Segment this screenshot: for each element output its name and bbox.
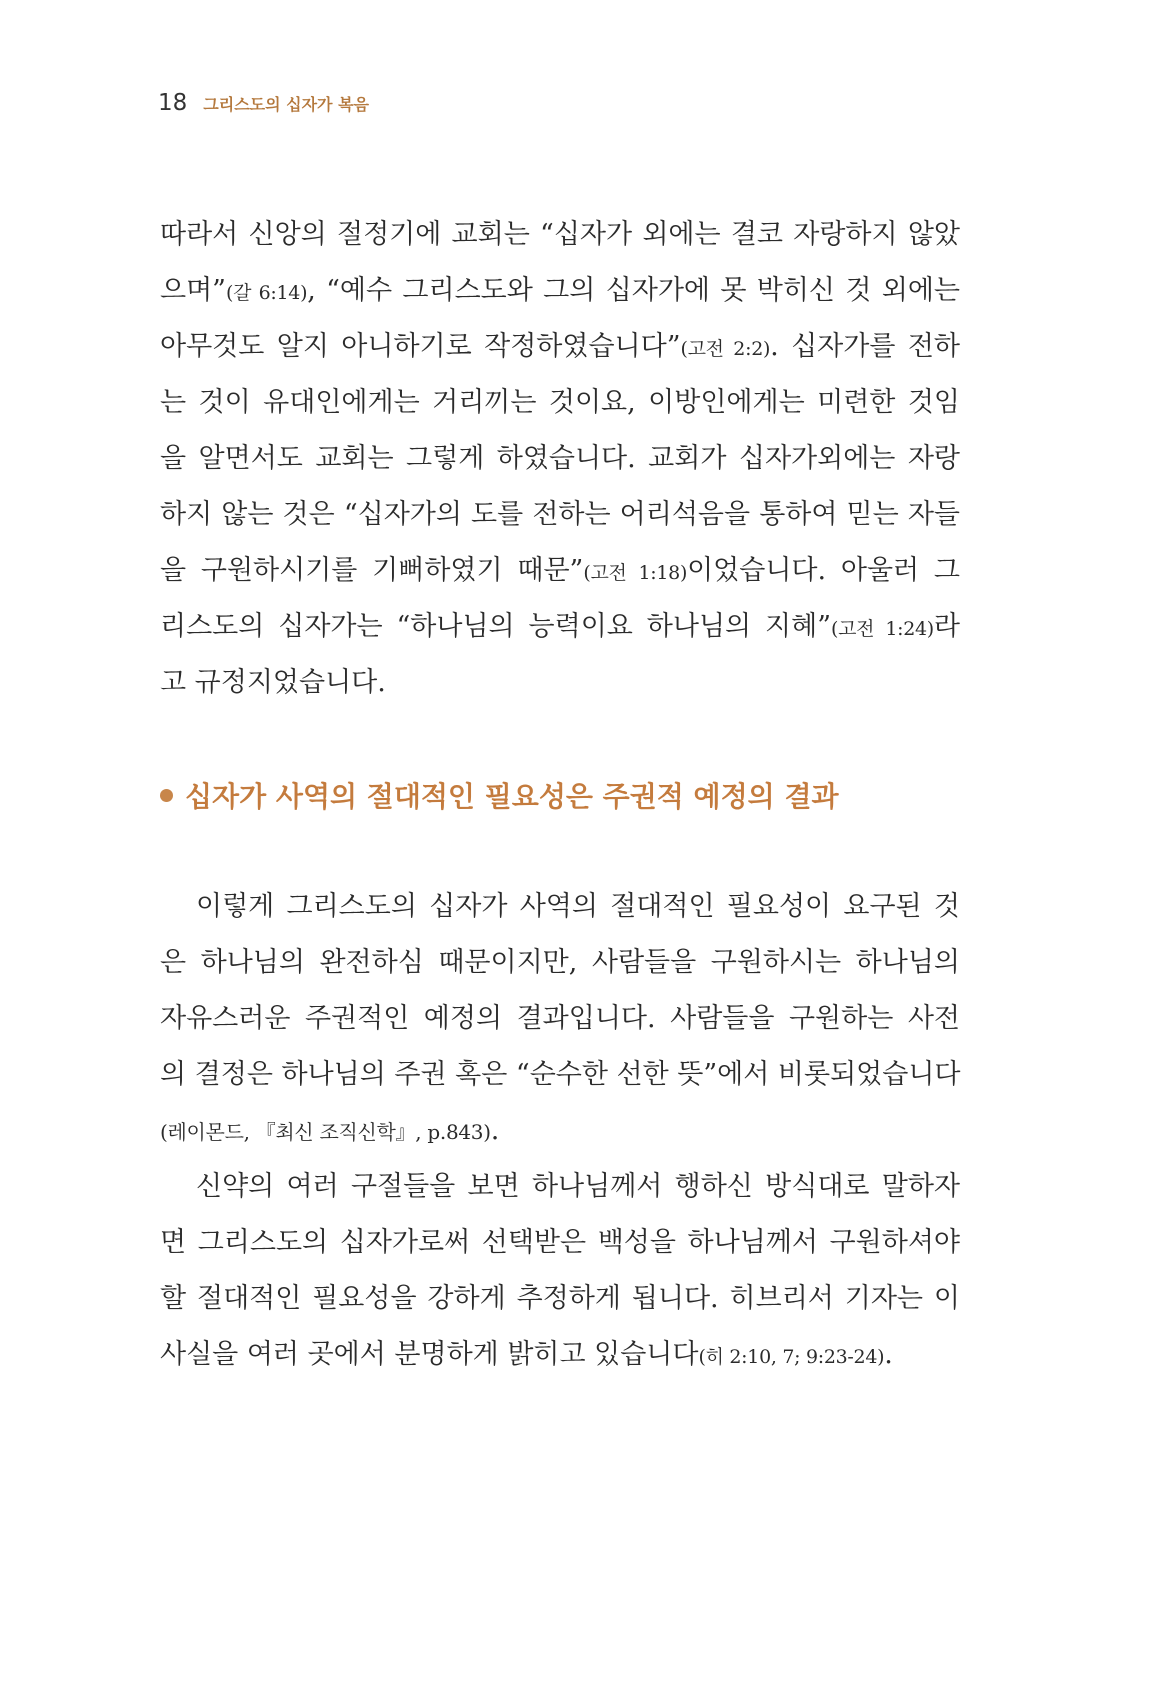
book-title: 그리스도의 십자가 복음 (203, 95, 369, 114)
paragraph-line (160, 599, 960, 655)
citation: (고전 1:24) (831, 618, 934, 640)
paragraph-3 (160, 1159, 960, 1383)
text-span: . 십자가를 전하 (770, 331, 960, 362)
paragraph-line (160, 1103, 960, 1159)
paragraph-line (160, 1271, 960, 1327)
text-span: 사실을 여러 곳에서 분명하게 밝히고 있습니다 (160, 1339, 699, 1370)
text-span: 따라서 신앙의 절정기에 교회는 “십자가 외에는 결코 자랑하지 않았 (160, 219, 960, 250)
text-span: 은 하나님의 완전하심 때문이지만, 사람들을 구원하시는 하나님의 (160, 947, 960, 978)
reference-citation: (레이몬드, 『최신 조직신학』, p.843) (160, 1120, 491, 1144)
paragraph-line (160, 431, 960, 487)
page-number: 18 (158, 90, 188, 116)
paragraph-line (160, 1159, 960, 1215)
paragraph-line (160, 207, 960, 263)
citation: (고전 2:2) (680, 338, 771, 360)
text-span: 아무것도 알지 아니하기로 작정하였습니다” (160, 331, 681, 362)
paragraph-line (160, 375, 960, 431)
text-span: . (884, 1339, 893, 1370)
paragraph-line (160, 991, 960, 1047)
text-span: 으며” (160, 275, 226, 306)
paragraph-line (160, 1047, 960, 1103)
paragraph-line (160, 655, 960, 711)
paragraph-line (160, 1215, 960, 1271)
text-span: 라 (933, 611, 960, 642)
paragraph-line (160, 487, 960, 543)
text-span: , “예수 그리스도와 그의 십자가에 못 박히신 것 외에는 (307, 275, 960, 306)
text-span: 이렇게 그리스도의 십자가 사역의 절대적인 필요성이 요구된 것 (196, 891, 960, 922)
paragraph-line (160, 879, 960, 935)
text-span: 이었습니다. 아울러 그 (687, 555, 960, 586)
text-span: 면 그리스도의 십자가로써 선택받은 백성을 하나님께서 구원하셔야 (160, 1227, 960, 1258)
bullet-dot-icon (160, 789, 173, 802)
text-span: 신약의 여러 구절들을 보면 하나님께서 행하신 방식대로 말하자 (196, 1171, 960, 1202)
paragraph-line (160, 319, 960, 375)
text-span: 의 결정은 하나님의 주권 혹은 “순수한 선한 뜻”에서 비롯되었습니다 (160, 1059, 961, 1090)
citation: (고전 1:18) (583, 562, 688, 584)
text-span: 할 절대적인 필요성을 강하게 추정하게 됩니다. 히브리서 기자는 이 (160, 1283, 960, 1314)
text-span: . (490, 1115, 500, 1146)
paragraph-1 (160, 207, 960, 711)
section-title: 십자가 사역의 절대적인 필요성은 주권적 예정의 결과 (185, 780, 839, 813)
section-heading (160, 775, 839, 815)
text-span: 는 것이 유대인에게는 거리끼는 것이요, 이방인에게는 미련한 것임 (160, 387, 960, 418)
citation: (갈 6:14) (225, 282, 308, 304)
text-span: 리스도의 십자가는 “하나님의 능력이요 하나님의 지혜” (160, 611, 832, 642)
citation: (히 2:10, 7; 9:23-24) (698, 1346, 885, 1368)
text-span: 을 구원하시기를 기뻐하였기 때문” (160, 555, 584, 586)
paragraph-line (160, 263, 960, 319)
text-span: 하지 않는 것은 “십자가의 도를 전하는 어리석음을 통하여 믿는 자들 (160, 499, 960, 530)
paragraph-2 (160, 879, 960, 1159)
text-span: 자유스러운 주권적인 예정의 결과입니다. 사람들을 구원하는 사전 (160, 1003, 960, 1034)
paragraph-line (160, 1327, 960, 1383)
running-header (158, 90, 369, 116)
paragraph-line (160, 935, 960, 991)
text-span: 고 규정지었습니다. (160, 667, 386, 698)
text-span: 을 알면서도 교회는 그렇게 하였습니다. 교회가 십자가외에는 자랑 (160, 443, 960, 474)
paragraph-line (160, 543, 960, 599)
